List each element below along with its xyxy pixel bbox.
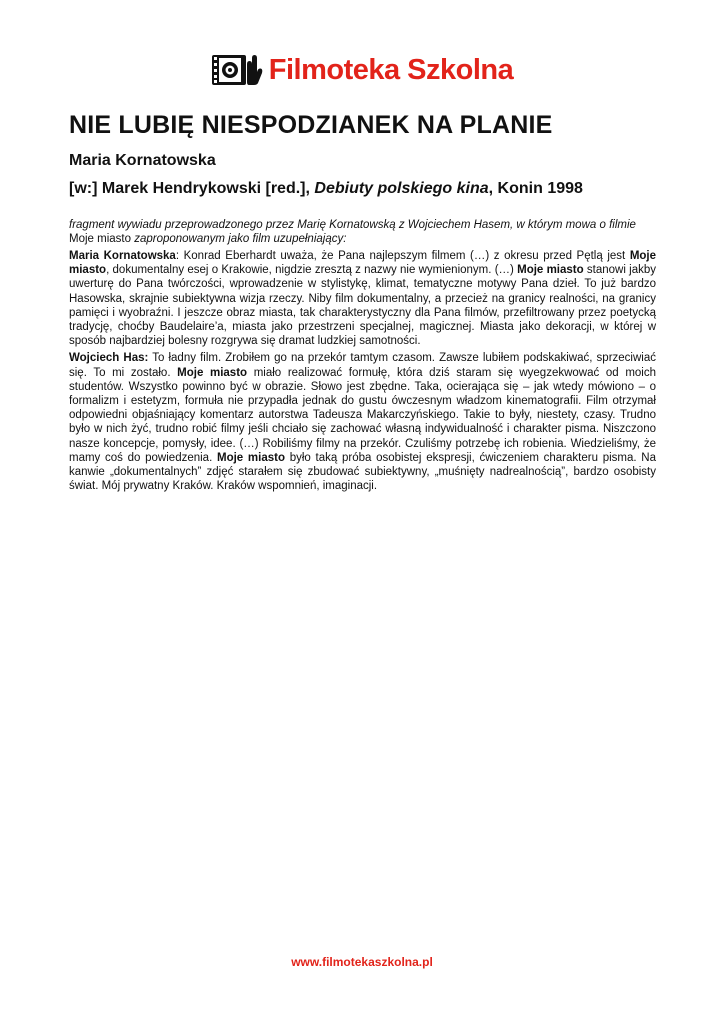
film-title: Moje miasto bbox=[517, 264, 584, 277]
source-prefix: [w:] Marek Hendrykowski [red.], bbox=[69, 180, 315, 197]
paragraph-has bbox=[69, 351, 656, 493]
footer-url[interactable]: www.filmotekaszkolna.pl bbox=[291, 955, 433, 969]
logo-text: Filmoteka Szkolna bbox=[268, 53, 514, 86]
speaker-name: Maria Kornatowska bbox=[69, 250, 176, 262]
paragraph-text: To ładny film. Zrobiłem go na przekór tamtym czasom. Zawsze lubiłem podskakiwać, sprzeciwiać się. To mi zostało. bbox=[69, 352, 656, 379]
film-title: Moje miasto bbox=[69, 250, 657, 277]
article-source bbox=[69, 178, 656, 200]
intro-part2: zaproponowanym jako film uzupełniający: bbox=[131, 233, 347, 245]
intro-film-title: Moje miasto bbox=[69, 233, 131, 245]
paragraph-text: miało realizować formułę, która dziś staram się wyegzekwować od moich studentów. Wszystko powinno być w obrazie. Słowo jest zbędne. Taka, ocierająca się – jak wtedy mówiono – o formalizm i estetyzm, formuła nie przypadła jednak do gustu ówczesnym władzom kinematografii. Film otrzymał odpowiedni objaśniający komentarz autorstwa Tadeusza Makarczyńskiego. Takie to były, niestety, czasy. Trudno było w nich żyć, trudno robić filmy jeśli chciało się zachować własną indywidualność i charakter pisma. Niszczono nasze koncepcje, pomysły, idee. (…) Robiliśmy filmy na przekór. Czuliśmy potrzebę ich robienia. Wiedzieliśmy, że mamy coś do powiedzenia. bbox=[69, 366, 656, 464]
film-title: Moje miasto bbox=[217, 451, 285, 464]
article bbox=[69, 108, 656, 493]
header bbox=[0, 50, 724, 90]
logo bbox=[211, 52, 514, 88]
article-author: Maria Kornatowska bbox=[69, 152, 216, 169]
paragraph-text: , dokumentalny esej o Krakowie, nigdzie zresztą z nazwy nie wymienionym. (…) bbox=[106, 264, 518, 277]
speaker-name: Wojciech Has: bbox=[69, 352, 149, 365]
article-title: NIE LUBIĘ NIESPODZIANEK NA PLANIE bbox=[69, 111, 553, 139]
film-title: Moje miasto bbox=[177, 366, 248, 379]
source-suffix: , Konin 1998 bbox=[488, 180, 583, 197]
paragraph-text: było taką próba osobistej ekspresji, ćwiczeniem charakteru pisma. Na kanwie „dokumentalnych” zdjęć starałem się zbudować subiektywny, „muśnięty nadrealnością”, bardzo osobisty świat. Mój prywatny Kraków. Kraków wspomnień, imaginacji. bbox=[69, 451, 656, 493]
paragraph-text: stanowi jakby uwerturę do Pana twórczości, wprowadzenie w stylistykę, klimat, tematyczne motywy Pana dzieł. To już bardzo Hasowska, skrajnie subiektywna wizja rzeczy. Niby film dokumentalny, a przecież na granicy realności, na granicy pamięci i wyobraźni. I jeszcze obraz miasta, tak charakterystyczny dla Pana filmów, przefiltrowany przez poetycką tradycję, choćby Baudelaire’a, miasta jako przestrzeni specjalnej, magicznej. Miasta jako dekoracji, w której w sposób najbardziej bolesny rozgrywa się dramat ludzkiej samotności. bbox=[69, 264, 656, 348]
film-reel-hand-icon bbox=[211, 52, 265, 88]
intro-note bbox=[69, 218, 656, 246]
paragraph-kornatowska bbox=[69, 249, 656, 348]
source-title: Debiuty polskiego kina bbox=[314, 180, 489, 197]
paragraph-text: : Konrad Eberhardt uważa, że Pana najlepszym filmem (…) z okresu przed Pętlą jest bbox=[175, 250, 630, 262]
intro-part1: fragment wywiadu przeprowadzonego przez Marię Kornatowską z Wojciechem Hasem, w którym mowa o filmie bbox=[69, 219, 636, 231]
